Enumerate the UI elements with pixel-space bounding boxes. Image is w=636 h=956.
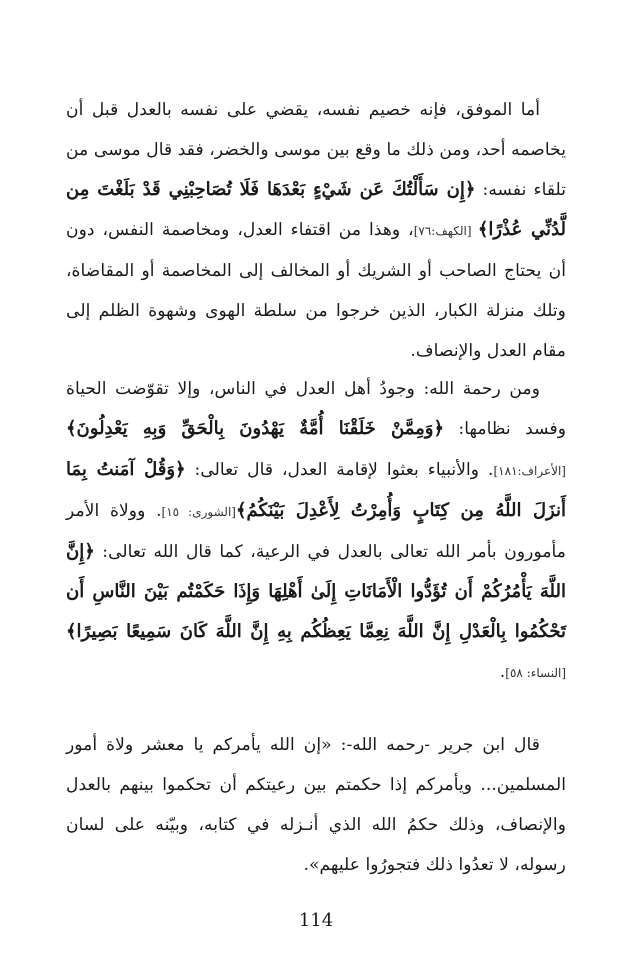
verse-reference: [النساء: ٥٨] (505, 666, 566, 681)
verse-reference: [الكهف:٧٦] (413, 224, 478, 239)
paragraph-text: قال ابن جرير -رحمه الله-: «إن الله يأمركم يا معشر ولاة أمور المسلمين... ويأمركم إذا حكمتم بين رعيتكم أن تحكموا بينهم بالعدل والإنصاف، وذلك حكمُ الله الذي أنـزله في كتابه، وبيّنه على لسان رسوله، لا تعدُوا ذلك فتجورُوا عليهم». (66, 735, 566, 876)
paragraph-3 (66, 725, 566, 885)
verse-reference: [الأعراف:١٨١] (493, 464, 566, 479)
verse-reference: [الشورى: ١٥] (161, 505, 236, 520)
paragraph-text: أما الموفق، فإنه خصيم نفسه، يقضي على نفسه بالعدل قبل أن يخاصمه أحد، ومن ذلك ما وقع بين موسى والخضر، فقد قال موسى من تلقاء نفسه: (66, 100, 566, 201)
quran-verse: ﴿وَقُلْ آمَنتُ بِمَا أَنزَلَ اللَّهُ مِن كِتَابٍ وَأُمِرْتُ لِأَعْدِلَ بَيْنَكُمُ﴾ (66, 459, 566, 522)
quran-verse: ﴿وَمِمَّنْ خَلَقْنَا أُمَّةٌ يَهْدُونَ بِالْحَقِّ وَبِهِ يَعْدِلُونَ﴾ (66, 418, 445, 440)
paragraph-text: ومن رحمة الله: وجودُ أهل العدل في الناس، وإلا تقوّضت الحياة وفسد نظامها: (66, 379, 566, 440)
quran-verse: ﴿إِن سَأَلْتُكَ عَن شَيْءٍ بَعْدَهَا فَلَا تُصَاحِبْنِي قَدْ بَلَغْتَ مِن لَّدُنِّي عُذْرًا﴾ (66, 179, 566, 241)
paragraph-1 (66, 90, 566, 371)
page-number: 114 (298, 910, 334, 931)
paragraph-text: . والأنبياء بعثوا لإقامة العدل، قال تعالى: (185, 460, 494, 481)
book-page (66, 0, 566, 956)
paragraph-2 (66, 369, 566, 693)
paragraph-text: ، وهذا من اقتفاء العدل، ومخاصمة النفس، دون أن يحتاج الصاحب أو الشريك أو المخالف إلى المخاصمة أو المقاضاة، وتلك منزلة الكبار، الذين خرجوا من سلطة الهوى وشهوة الظلم إلى مقام العدل والإنصاف. (66, 220, 566, 362)
quran-verse: ﴿إِنَّ اللَّهَ يَأْمُرُكُمْ أَن تُؤَدُّوا الْأَمَانَاتِ إِلَىٰ أَهْلِهَا وَإِذَا حَكَمْتُم بَيْنَ النَّاسِ أَن تَحْكُمُوا بِالْعَدْلِ إِنَّ اللَّهَ نِعِمَّا يَعِظُكُم بِهِ إِنَّ اللَّهَ كَانَ سَمِيعًا بَصِيرًا﴾ (66, 541, 566, 643)
paragraph-text: . (499, 662, 506, 683)
paragraph-text: . وولاة الأمر مأمورون بأمر الله تعالى بالعدل في الرعية، كما قال الله تعالى: (66, 501, 566, 563)
